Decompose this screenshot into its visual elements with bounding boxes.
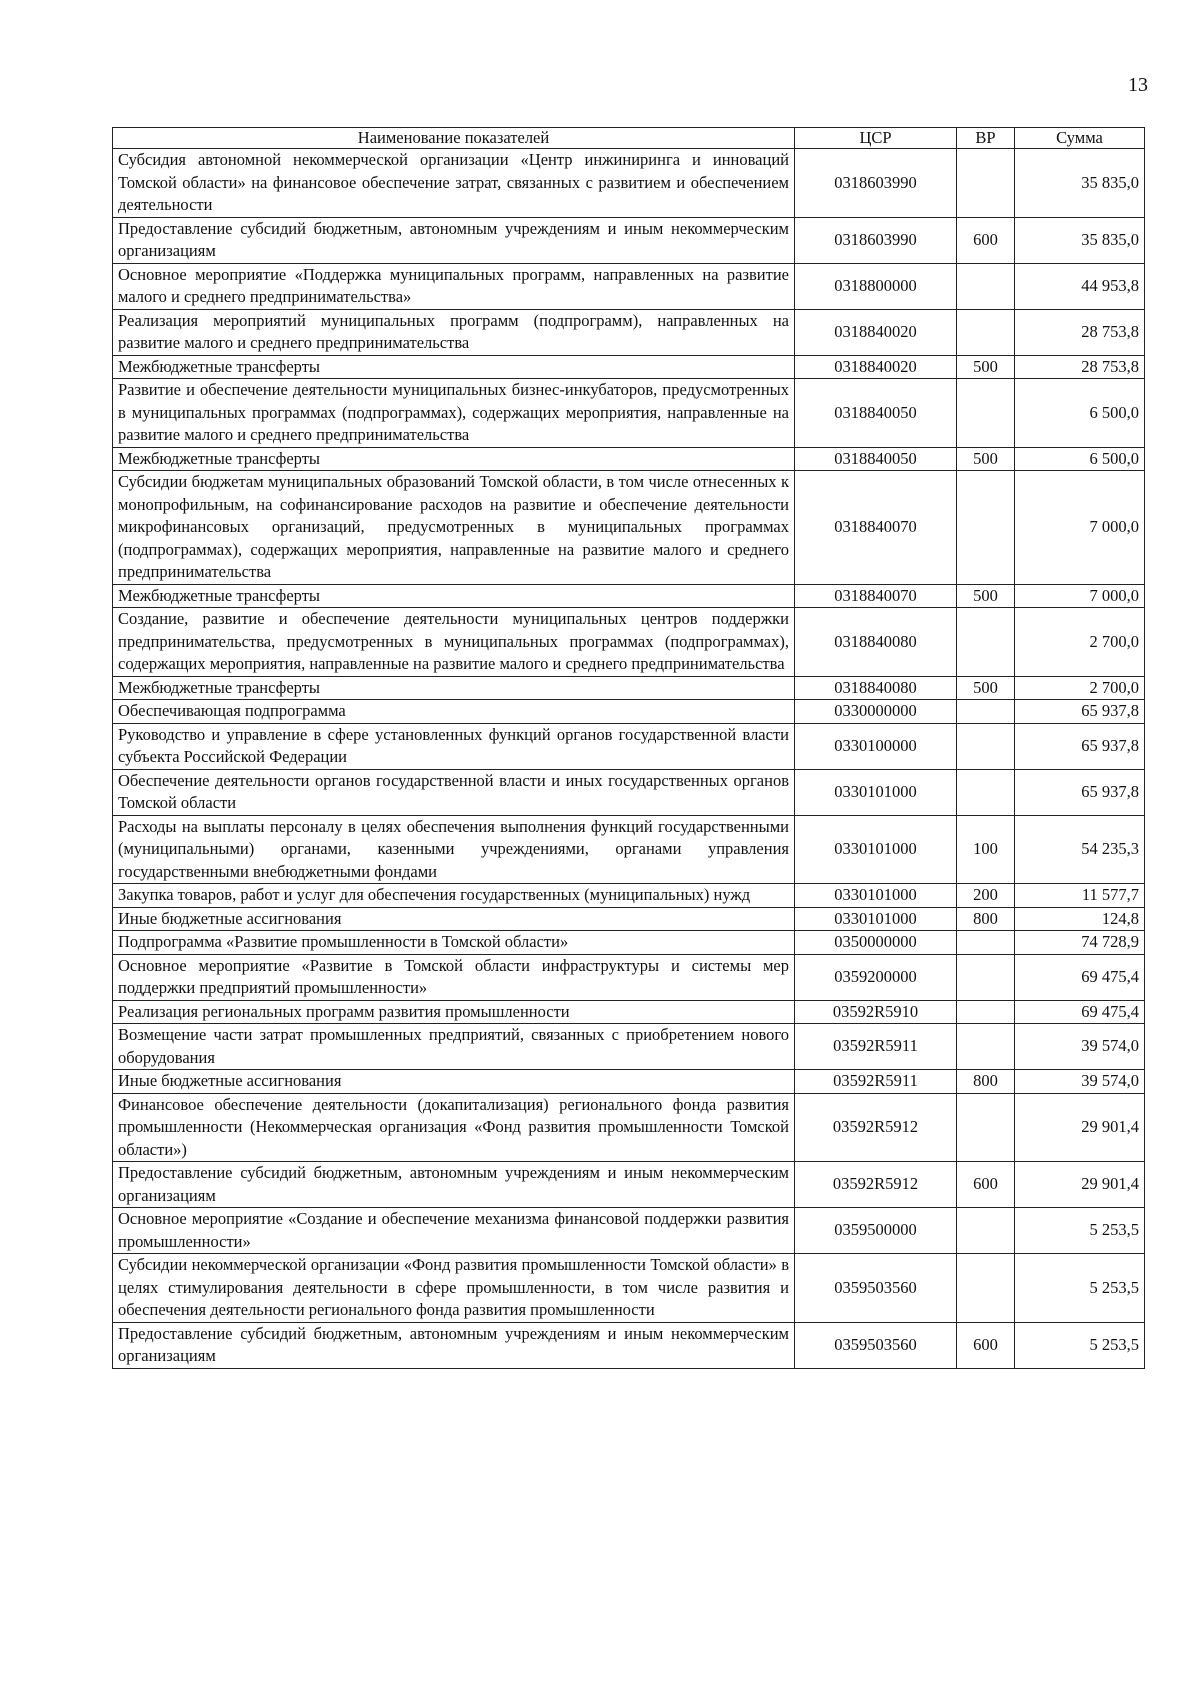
table-row: [113, 1322, 1145, 1368]
cell-vr: [957, 954, 1015, 1000]
cell-name: Предоставление субсидий бюджетным, автономным учреждениям и иным некоммерческим организациям: [113, 217, 795, 263]
cell-sum: 74 728,9: [1015, 931, 1145, 955]
table-row: [113, 217, 1145, 263]
cell-name: Финансовое обеспечение деятельности (докапитализация) регионального фонда развития промышленности (Некоммерческая организация «Фонд развития промышленности Томской области»): [113, 1093, 795, 1162]
cell-csr: 0330100000: [795, 723, 957, 769]
cell-name: Межбюджетные трансферты: [113, 447, 795, 471]
table-row: [113, 471, 1145, 585]
cell-csr: 0318800000: [795, 263, 957, 309]
table-row: [113, 355, 1145, 379]
table-row: [113, 379, 1145, 448]
cell-vr: [957, 1024, 1015, 1070]
cell-csr: 03592R5910: [795, 1000, 957, 1024]
table-row: [113, 584, 1145, 608]
cell-name: Обеспечивающая подпрограмма: [113, 700, 795, 724]
cell-vr: [957, 1254, 1015, 1323]
cell-vr: 800: [957, 907, 1015, 931]
cell-vr: 100: [957, 815, 1015, 884]
table-header-row: [113, 128, 1145, 149]
cell-csr: 0330101000: [795, 815, 957, 884]
table-row: [113, 676, 1145, 700]
cell-vr: [957, 263, 1015, 309]
cell-vr: [957, 1093, 1015, 1162]
cell-name: Создание, развитие и обеспечение деятельности муниципальных центров поддержки предпринимательства, предусмотренных в муниципальных программах (подпрограммах), содержащих мероприятия, направленные на развитие малого и среднего предпринимательства: [113, 608, 795, 677]
table-row: [113, 954, 1145, 1000]
cell-csr: 0318603990: [795, 149, 957, 218]
table-row: [113, 769, 1145, 815]
cell-name: Межбюджетные трансферты: [113, 355, 795, 379]
cell-csr: 0318840050: [795, 447, 957, 471]
cell-csr: 03592R5912: [795, 1162, 957, 1208]
cell-sum: 5 253,5: [1015, 1322, 1145, 1368]
cell-sum: 69 475,4: [1015, 1000, 1145, 1024]
cell-csr: 0318840050: [795, 379, 957, 448]
cell-sum: 69 475,4: [1015, 954, 1145, 1000]
cell-name: Возмещение части затрат промышленных предприятий, связанных с приобретением нового оборудования: [113, 1024, 795, 1070]
cell-vr: [957, 1000, 1015, 1024]
cell-name: Основное мероприятие «Создание и обеспечение механизма финансовой поддержки развития промышленности»: [113, 1208, 795, 1254]
cell-name: Субсидия автономной некоммерческой организации «Центр инжиниринга и инноваций Томской области» на финансовое обеспечение затрат, связанных с развитием и обеспечением деятельности: [113, 149, 795, 218]
cell-csr: 03592R5911: [795, 1024, 957, 1070]
cell-name: Предоставление субсидий бюджетным, автономным учреждениям и иным некоммерческим организациям: [113, 1162, 795, 1208]
cell-name: Обеспечение деятельности органов государственной власти и иных государственных органов Томской области: [113, 769, 795, 815]
table-row: [113, 1024, 1145, 1070]
header-name: Наименование показателей: [113, 128, 795, 149]
cell-csr: 0318603990: [795, 217, 957, 263]
cell-name: Подпрограмма «Развитие промышленности в Томской области»: [113, 931, 795, 955]
cell-csr: 03592R5912: [795, 1093, 957, 1162]
cell-csr: 0330000000: [795, 700, 957, 724]
cell-vr: 500: [957, 447, 1015, 471]
cell-csr: 0318840020: [795, 355, 957, 379]
cell-name: Расходы на выплаты персоналу в целях обеспечения выполнения функций государственными (муниципальными) органами, казенными учреждениями, органами управления государственными внебюджетными фондами: [113, 815, 795, 884]
cell-sum: 29 901,4: [1015, 1162, 1145, 1208]
cell-sum: 39 574,0: [1015, 1070, 1145, 1094]
budget-table: [112, 127, 1145, 1369]
cell-sum: 7 000,0: [1015, 471, 1145, 585]
cell-vr: [957, 931, 1015, 955]
table-row: [113, 931, 1145, 955]
cell-csr: 0359503560: [795, 1254, 957, 1323]
table-row: [113, 700, 1145, 724]
page-number: 13: [1128, 74, 1148, 96]
cell-csr: 0359503560: [795, 1322, 957, 1368]
table-row: [113, 447, 1145, 471]
cell-sum: 5 253,5: [1015, 1208, 1145, 1254]
cell-vr: [957, 149, 1015, 218]
table-row: [113, 309, 1145, 355]
cell-sum: 124,8: [1015, 907, 1145, 931]
cell-vr: [957, 700, 1015, 724]
cell-vr: [957, 309, 1015, 355]
cell-name: Предоставление субсидий бюджетным, автономным учреждениям и иным некоммерческим организациям: [113, 1322, 795, 1368]
cell-sum: 28 753,8: [1015, 309, 1145, 355]
table-row: [113, 884, 1145, 908]
table-row: [113, 723, 1145, 769]
cell-sum: 6 500,0: [1015, 379, 1145, 448]
cell-csr: 0330101000: [795, 769, 957, 815]
cell-vr: [957, 379, 1015, 448]
cell-sum: 39 574,0: [1015, 1024, 1145, 1070]
header-csr: ЦСР: [795, 128, 957, 149]
cell-sum: 7 000,0: [1015, 584, 1145, 608]
cell-csr: 0318840080: [795, 608, 957, 677]
cell-name: Реализация мероприятий муниципальных программ (подпрограмм), направленных на развитие малого и среднего предпринимательства: [113, 309, 795, 355]
cell-csr: 0330101000: [795, 907, 957, 931]
table-row: [113, 1070, 1145, 1094]
table-row: [113, 1162, 1145, 1208]
cell-name: Межбюджетные трансферты: [113, 584, 795, 608]
cell-vr: 200: [957, 884, 1015, 908]
cell-vr: 600: [957, 1162, 1015, 1208]
cell-name: Руководство и управление в сфере установленных функций органов государственной власти субъекта Российской Федерации: [113, 723, 795, 769]
cell-csr: 0318840020: [795, 309, 957, 355]
cell-csr: 0359200000: [795, 954, 957, 1000]
cell-name: Развитие и обеспечение деятельности муниципальных бизнес-инкубаторов, предусмотренных в муниципальных программах (подпрограммах), содержащих мероприятия, направленные на развитие малого и среднего предпринимательства: [113, 379, 795, 448]
cell-name: Иные бюджетные ассигнования: [113, 1070, 795, 1094]
cell-sum: 28 753,8: [1015, 355, 1145, 379]
table-row: [113, 608, 1145, 677]
cell-name: Иные бюджетные ассигнования: [113, 907, 795, 931]
cell-sum: 65 937,8: [1015, 723, 1145, 769]
cell-sum: 29 901,4: [1015, 1093, 1145, 1162]
cell-name: Закупка товаров, работ и услуг для обеспечения государственных (муниципальных) нужд: [113, 884, 795, 908]
cell-csr: 0318840070: [795, 471, 957, 585]
cell-name: Субсидии бюджетам муниципальных образований Томской области, в том числе отнесенных к монопрофильным, на софинансирование расходов на развитие и обеспечение деятельности микрофинансовых организаций, предусмотренных в муниципальных программах (подпрограммах), содержащих мероприятия, направленные на развитие малого и среднего предпринимательства: [113, 471, 795, 585]
cell-sum: 35 835,0: [1015, 149, 1145, 218]
cell-sum: 2 700,0: [1015, 608, 1145, 677]
cell-vr: 800: [957, 1070, 1015, 1094]
cell-sum: 6 500,0: [1015, 447, 1145, 471]
table-row: [113, 907, 1145, 931]
cell-sum: 65 937,8: [1015, 700, 1145, 724]
cell-sum: 5 253,5: [1015, 1254, 1145, 1323]
table-row: [113, 149, 1145, 218]
cell-csr: 0318840070: [795, 584, 957, 608]
header-vr: ВР: [957, 128, 1015, 149]
cell-sum: 44 953,8: [1015, 263, 1145, 309]
cell-vr: 600: [957, 1322, 1015, 1368]
table-body: [113, 149, 1145, 1369]
cell-vr: 500: [957, 355, 1015, 379]
cell-vr: [957, 723, 1015, 769]
table-row: [113, 815, 1145, 884]
cell-name: Реализация региональных программ развития промышленности: [113, 1000, 795, 1024]
cell-name: Субсидии некоммерческой организации «Фонд развития промышленности Томской области» в целях стимулирования деятельности в сфере промышленности, в том числе развития и обеспечения деятельности регионального фонда развития промышленности: [113, 1254, 795, 1323]
header-sum: Сумма: [1015, 128, 1145, 149]
cell-name: Основное мероприятие «Развитие в Томской области инфраструктуры и системы мер поддержки предприятий промышленности»: [113, 954, 795, 1000]
cell-name: Межбюджетные трансферты: [113, 676, 795, 700]
cell-sum: 35 835,0: [1015, 217, 1145, 263]
cell-sum: 54 235,3: [1015, 815, 1145, 884]
cell-sum: 11 577,7: [1015, 884, 1145, 908]
cell-csr: 03592R5911: [795, 1070, 957, 1094]
cell-csr: 0350000000: [795, 931, 957, 955]
table-row: [113, 1254, 1145, 1323]
cell-vr: [957, 471, 1015, 585]
cell-csr: 0318840080: [795, 676, 957, 700]
cell-vr: 500: [957, 584, 1015, 608]
cell-csr: 0359500000: [795, 1208, 957, 1254]
cell-vr: [957, 769, 1015, 815]
cell-vr: [957, 608, 1015, 677]
cell-vr: 600: [957, 217, 1015, 263]
table-row: [113, 263, 1145, 309]
table-row: [113, 1208, 1145, 1254]
cell-csr: 0330101000: [795, 884, 957, 908]
cell-name: Основное мероприятие «Поддержка муниципальных программ, направленных на развитие малого и среднего предпринимательства»: [113, 263, 795, 309]
cell-vr: 500: [957, 676, 1015, 700]
table-row: [113, 1000, 1145, 1024]
cell-sum: 2 700,0: [1015, 676, 1145, 700]
cell-sum: 65 937,8: [1015, 769, 1145, 815]
cell-vr: [957, 1208, 1015, 1254]
table-row: [113, 1093, 1145, 1162]
